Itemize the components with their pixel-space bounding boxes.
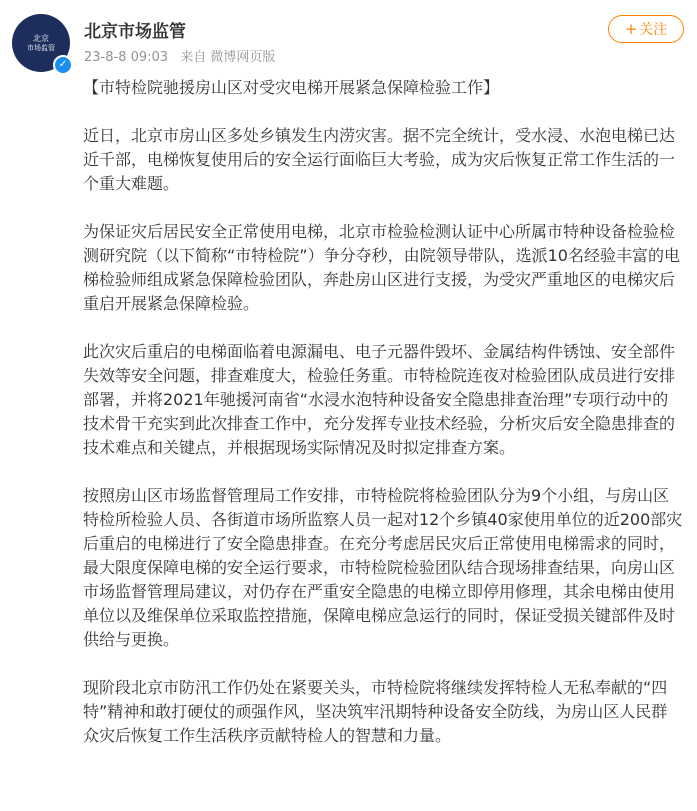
follow-button[interactable] <box>608 15 684 43</box>
post-paragraph-2: 为保证灾后居民安全正常使用电梯，北京市检验检测认证中心所属市特种设备检验检测研究院（以下简称“市特检院”）争分夺秒，由院领导带队，选派10名经验丰富的电梯检验师组成紧急保障检验团队，奔赴房山区进行支援，为受灾严重地区的电梯灾后重启开展紧急保障检验。 <box>83 222 680 313</box>
post-title: 【市特检院驰援房山区对受灾电梯开展紧急保障检验工作】 <box>83 78 500 97</box>
post-paragraph-3: 此次灾后重启的电梯面临着电源漏电、电子元器件毁坏、金属结构件锈蚀、安全部件失效等安全问题，排查难度大，检验任务重。市特检院连夜对检验团队成员进行安排部署，并将2021年驰援河南省“水浸水泡特种设备安全隐患排查治理”专项行动中的技术骨干充实到此次排查工作中，充分发挥专业技术经验，分析灾后安全隐患排查的技术难点和关键点，并根据现场实际情况及时拟定排查方案。 <box>83 342 676 457</box>
post-paragraph-1: 近日，北京市房山区多处乡镇发生内涝灾害。据不完全统计，受水浸、水泡电梯已达近千部，电梯恢复使用后的安全运行面临巨大考验，成为灾后恢复正常工作生活的一个重大难题。 <box>83 126 676 193</box>
plus-icon: + <box>624 20 638 38</box>
post-source: 来自 微博网页版 <box>180 50 276 65</box>
avatar-text-line1: 北京 <box>33 33 49 43</box>
author-name[interactable]: 北京市场监管 <box>84 22 186 42</box>
avatar-text-line2: 市场监管 <box>27 43 55 52</box>
follow-label: 关注 <box>639 22 668 38</box>
post-date[interactable]: 23-8-8 09:03 <box>84 50 169 65</box>
post-paragraph-5: 现阶段北京市防汛工作仍处在紧要关头，市特检院将继续发挥特检人无私奉献的“四特”精神和敢打硬仗的顽强作风，坚决筑牢汛期特种设备安全防线，为房山区人民群众灾后恢复工作生活秩序贡献特检人的智慧和力量。 <box>83 678 668 745</box>
verified-badge-icon: ✓ <box>53 55 73 75</box>
post-content <box>83 76 683 772</box>
post-meta <box>84 46 283 65</box>
post-paragraph-4: 按照房山区市场监督管理局工作安排，市特检院将检验团队分为9个小组，与房山区特检所检验人员、各街道市场所监察人员一起对12个乡镇40家使用单位的近200部灾后重启的电梯进行了安全隐患排查。在充分考虑居民灾后正常使用电梯需求的同时，最大限度保障电梯的安全运行要求，市特检院检验团队结合现场排查结果，向房山区市场监督管理局建议，对仍存在严重安全隐患的电梯立即停用修理，其余电梯由使用单位以及维保单位采取监控措施，保障电梯应急运行的同时，保证受损关键部件及时供给与更换。 <box>83 486 683 649</box>
